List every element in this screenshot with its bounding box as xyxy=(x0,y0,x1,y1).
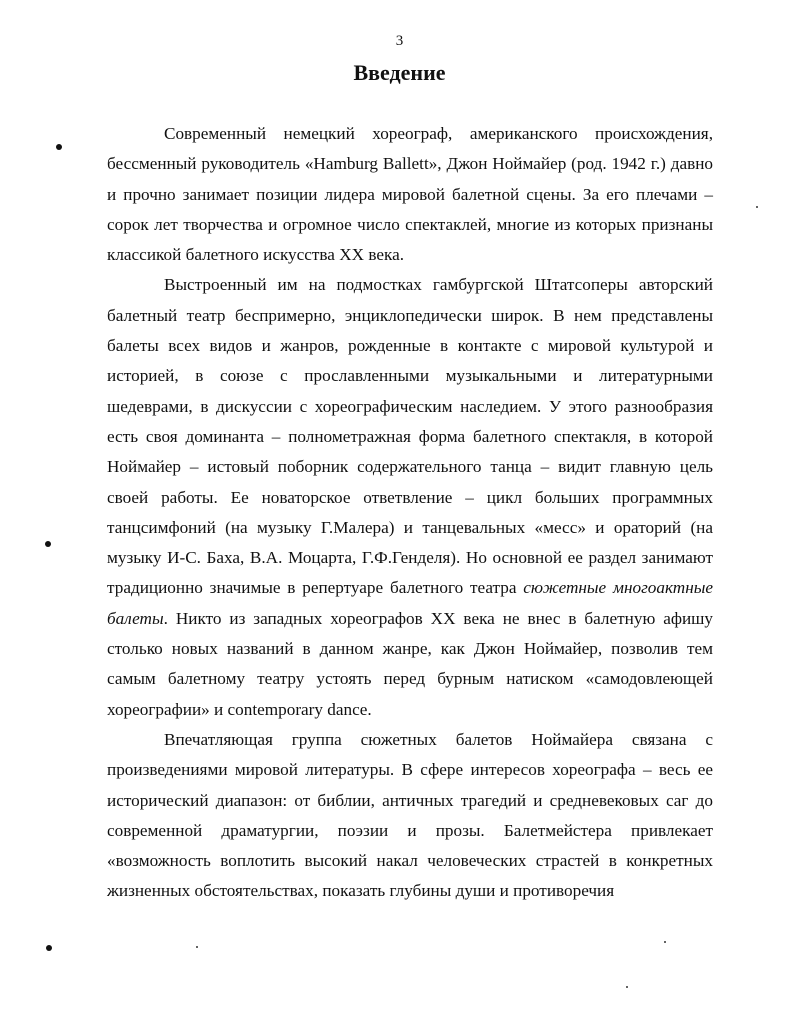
left-margin-mark-bottom xyxy=(46,945,52,951)
paragraph-1: Современный немецкий хореограф, американского происхождения, бессменный руководитель «Hamburg Ballett», Джон Ноймайер (род. 1942 г.) давно и прочно занимает позиции лидера мировой балетной сцены. За его плечами – сорок лет творчества и огромное число спектаклей, многие из которых признаны классикой балетного искусства XX века. xyxy=(107,124,713,265)
paragraph-2-italic-phrase: сюжетные многоактные балеты xyxy=(107,578,713,628)
scan-speck xyxy=(196,946,198,948)
left-margin-mark-top xyxy=(56,144,62,150)
paragraph-2 xyxy=(107,270,713,724)
paragraph-2-text-after: . Никто из западных хореографов XX века не внес в балетную афишу столько новых названий в данном жанре, как Джон Ноймайер, позволив тем самым балетному театру устоять перед бурным натиском «самодовлеющей хореографии» и contemporary dance. xyxy=(107,608,713,719)
paragraph-2-text-before: Выстроенный им на подмостках гамбургской Штатсоперы авторский балетный театр беспримерно, энциклопедически широк. В нем представлены балеты всех видов и жанров, рожденные в контакте с мировой культурой и историей, в союзе с прославленными музыкальными и литературными шедеврами, в дискуссии с хореографическим наследием. У этого разнообразия есть своя доминанта – полнометражная форма балетного спектакля, в которой Ноймайер – истовый поборник содержательного танца – видит главную цель своей работы. Ее новаторское ответвление – цикл больших программных танцсимфоний (на музыку Г.Малера) и танцевальных «месс» и ораторий (на музыку И-С. Баха, В.А. Моцарта, Г.Ф.Генделя). Но основной ее раздел занимают традиционно значимые в репертуаре балетного театра xyxy=(107,275,713,598)
scan-speck xyxy=(756,206,758,208)
body-text xyxy=(107,119,713,907)
paragraph-3: Впечатляющая группа сюжетных балетов Ноймайера связана с произведениями мировой литературы. В сфере интересов хореографа – весь ее исторический диапазон: от библии, античных трагедий и средневековых саг до современной драматургии, поэзии и прозы. Балетмейстера привлекает «возможность воплотить высокий накал человеческих страстей в конкретных жизненных обстоятельствах, показать глубины души и противоречия xyxy=(107,729,713,901)
page-title: Введение xyxy=(353,60,446,85)
left-margin-mark-middle xyxy=(45,541,51,547)
scan-speck xyxy=(664,941,666,943)
page-number: 3 xyxy=(395,33,404,49)
scan-speck xyxy=(626,986,628,988)
